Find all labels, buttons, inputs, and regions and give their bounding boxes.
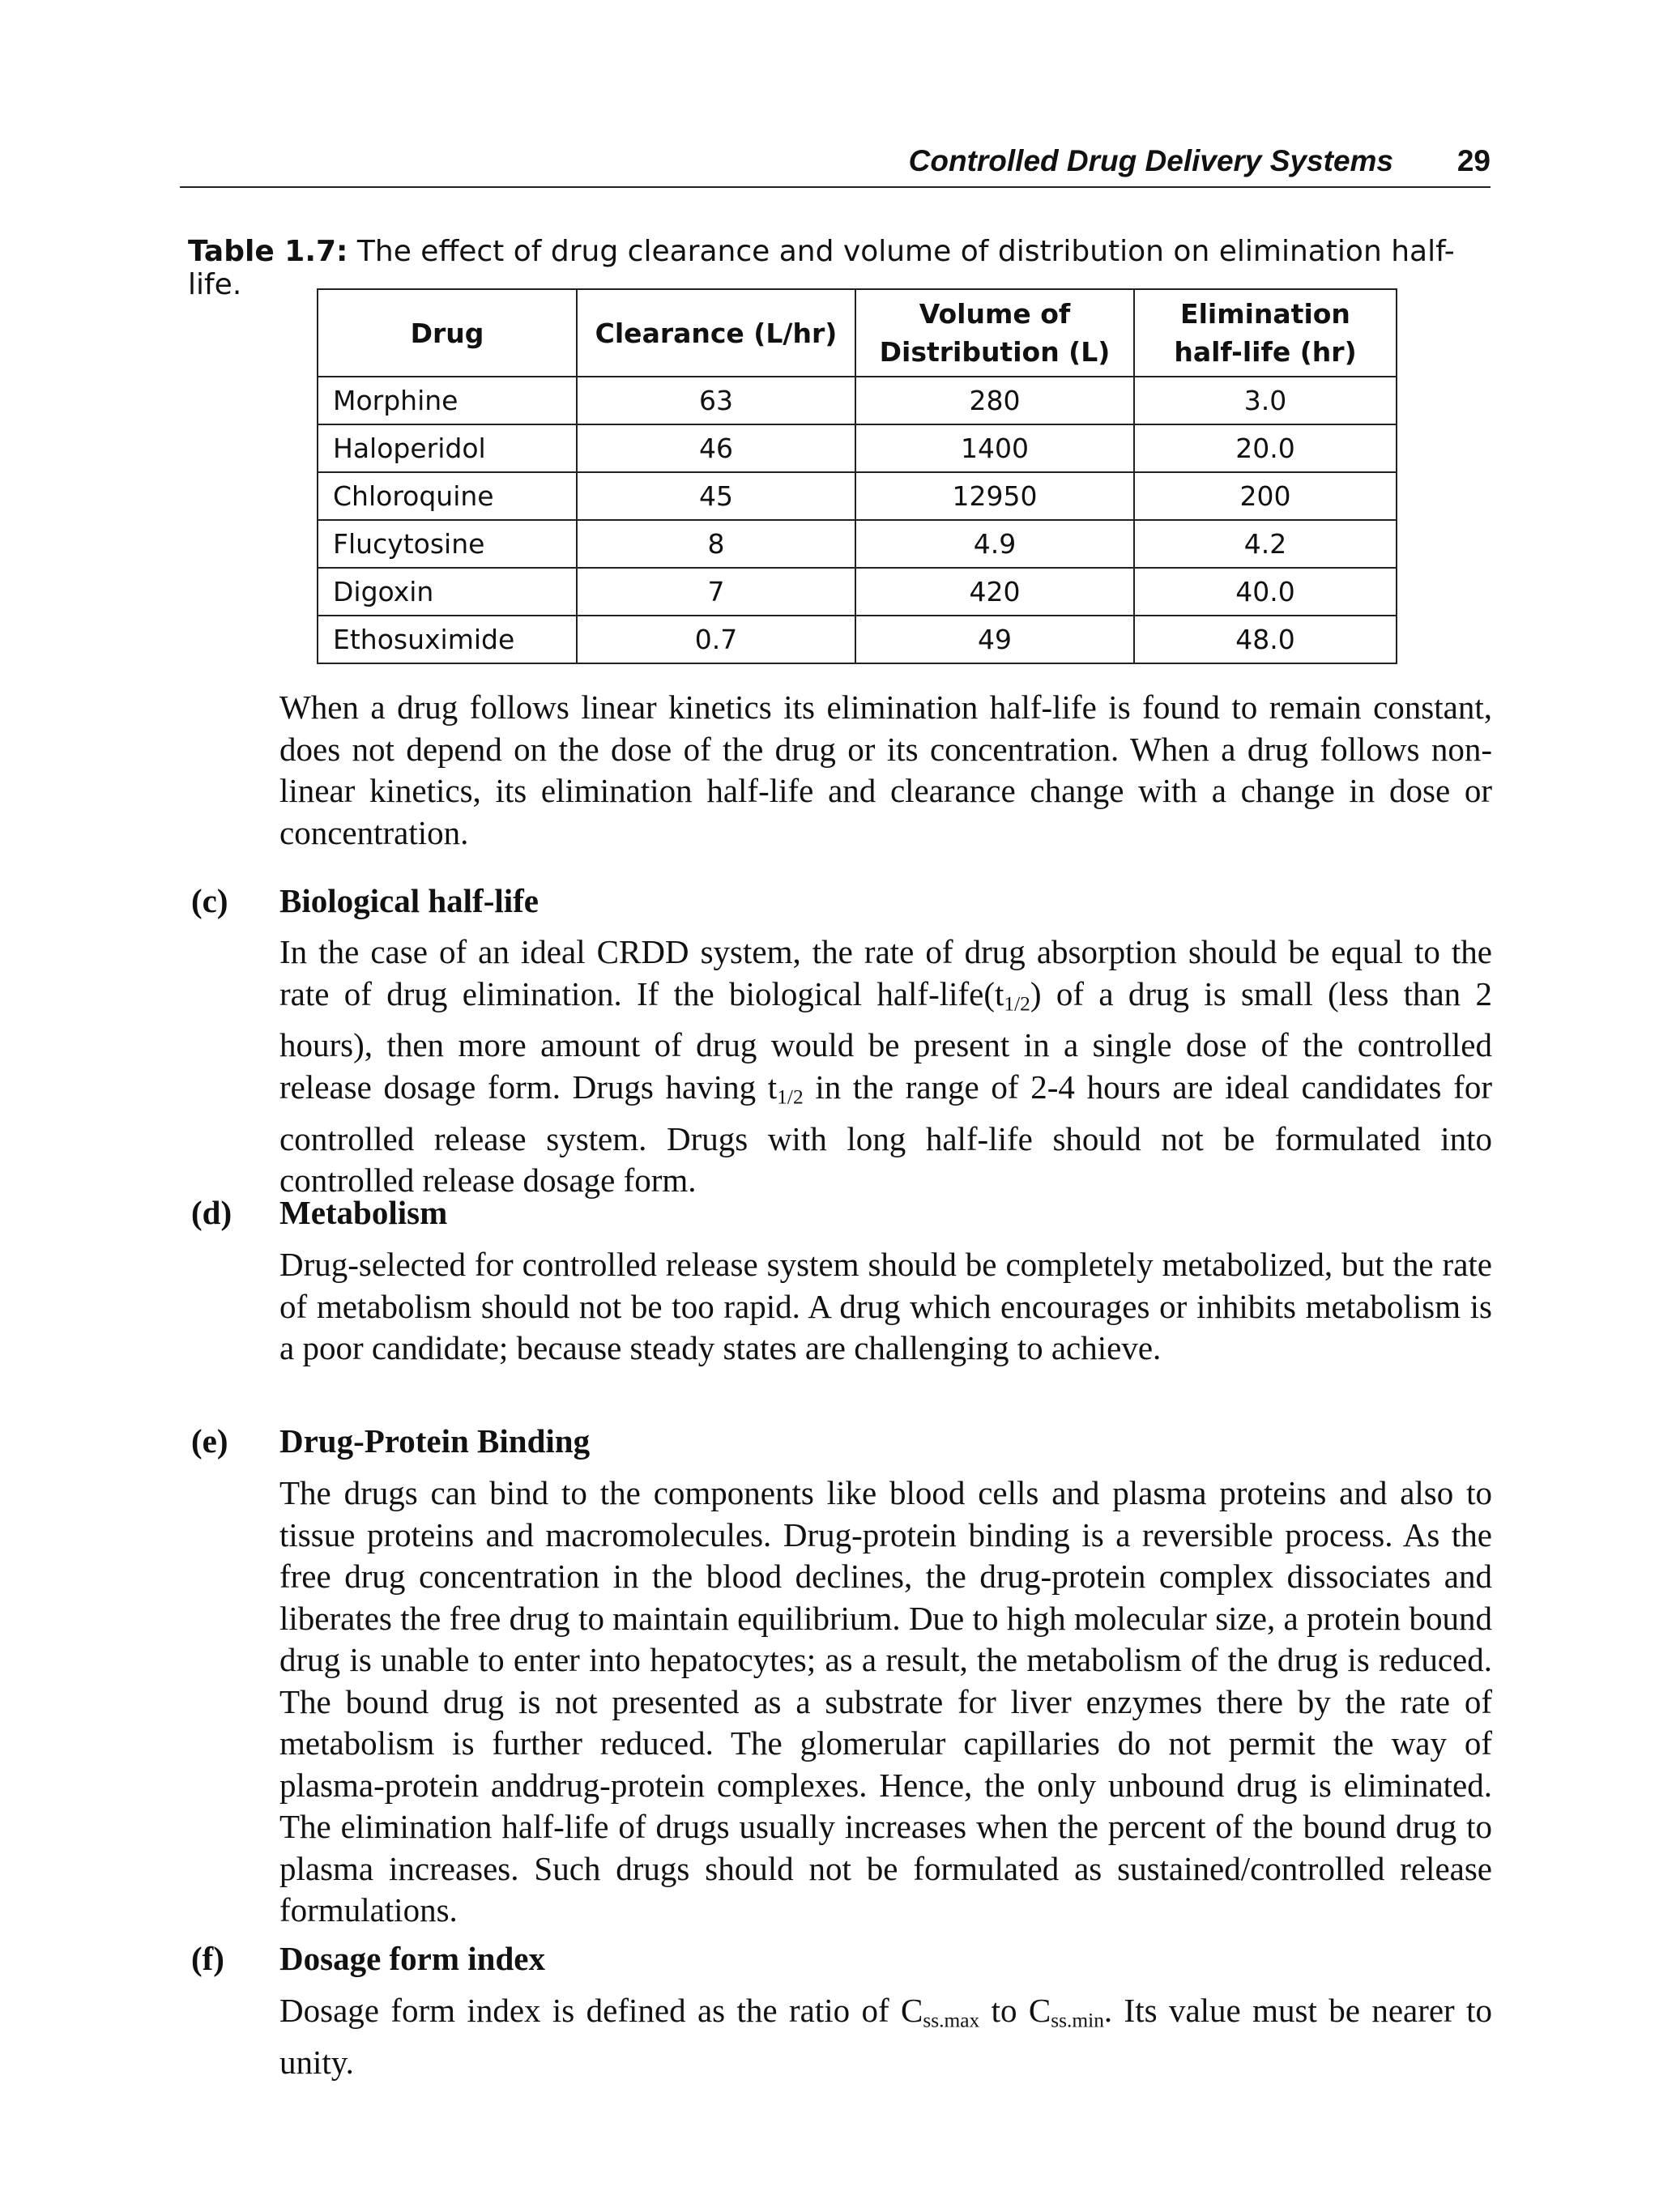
table-caption-text: The effect of drug clearance and volume of distribution on elimination half-life. — [188, 235, 1455, 301]
table-cell: 46 — [577, 424, 855, 472]
section-e-title: Drug-Protein Binding — [279, 1422, 591, 1460]
section-c-title: Biological half-life — [279, 882, 539, 919]
section-e-paragraph: The drugs can bind to the components like blood cells and plasma proteins and also to tissue proteins and macromolecules. Drug-protein binding is a reversible process. As the free drug concentration in the blood declines, the drug-protein complex dissociates and liberates the free drug to maintain equilibrium. Due to high molecular size, a protein bound drug is unable to enter into hepatocytes; as a result, the metabolism of the drug is reduced. The bound drug is not presented as a substrate for liver enzymes there by the rate of metabolism is further reduced. The glomerular capillaries do not permit the way of plasma-protein anddrug-protein complexes. Hence, the only unbound drug is eliminated. The elimination half-life of drugs usually increases when the percent of the bound drug to plasma increases. Such drugs should not be formulated as sustained/controlled release formulations. — [279, 1474, 1492, 1929]
subscript: ss.max — [923, 2009, 980, 2032]
table-cell: 0.7 — [577, 616, 855, 663]
table-cell: 12950 — [855, 472, 1134, 520]
table-cell: Haloperidol — [318, 424, 577, 472]
table-cell: 420 — [855, 568, 1134, 616]
section-f-text: to C — [979, 1992, 1051, 2029]
section-c-label: (c) — [191, 882, 228, 919]
section-f-title: Dosage form index — [279, 1940, 545, 1977]
table-cell: 40.0 — [1134, 568, 1397, 616]
section-d-heading — [191, 1193, 447, 1232]
section-d-paragraph: Drug-selected for controlled release system should be completely metabolized, but the rate of metabolism should not be too rapid. A drug which encourages or inhibits metabolism is a poor candidate; because steady states are challenging to achieve. — [279, 1246, 1492, 1366]
table-row — [318, 520, 1397, 568]
subscript: ss.min — [1051, 2009, 1104, 2032]
column-header-clearance: Clearance (L/hr) — [577, 289, 855, 377]
table-cell: Ethosuximide — [318, 616, 577, 663]
section-e-heading — [191, 1421, 590, 1460]
section-f-paragraph — [279, 1990, 1492, 2083]
table-cell: Digoxin — [318, 568, 577, 616]
section-c-heading — [191, 881, 539, 920]
section-d-title: Metabolism — [279, 1194, 448, 1231]
column-header-half-life: Elimination half-life (hr) — [1134, 289, 1397, 377]
table-cell: 49 — [855, 616, 1134, 663]
column-header-drug: Drug — [318, 289, 577, 377]
section-c-text: ) of a drug is small (less than 2 hours), then more amount of drug would be present in a single dose of the controlled release dosage form. Drugs having t — [279, 974, 1492, 1106]
running-title: Controlled Drug Delivery Systems — [908, 144, 1393, 177]
table-cell: 200 — [1134, 472, 1397, 520]
table-cell: Chloroquine — [318, 472, 577, 520]
subscript: 1/2 — [1004, 991, 1030, 1015]
table-cell: 8 — [577, 520, 855, 568]
section-e-label: (e) — [191, 1422, 228, 1460]
table-row — [318, 616, 1397, 663]
table-cell: 20.0 — [1134, 424, 1397, 472]
table-cell: 45 — [577, 472, 855, 520]
running-header — [180, 136, 1491, 188]
page-number: 29 — [1456, 144, 1491, 177]
table-cell: 3.0 — [1134, 377, 1397, 424]
section-f-text: Dosage form index is defined as the ratio of C — [279, 1992, 923, 2029]
section-f-heading — [191, 1939, 545, 1978]
table-caption-label: Table 1.7: — [188, 235, 348, 268]
subscript: 1/2 — [777, 1085, 804, 1109]
table-header-row — [318, 289, 1397, 377]
table-cell: 1400 — [855, 424, 1134, 472]
table-cell: 7 — [577, 568, 855, 616]
table-cell: Flucytosine — [318, 520, 577, 568]
table-cell: 48.0 — [1134, 616, 1397, 663]
intro-paragraph: When a drug follows linear kinetics its elimination half-life is found to remain constant, does not depend on the dose of the drug or its concentration. When a drug follows non-linear kinetics, its elimination half-life and clearance change with a change in dose or concentration. — [279, 688, 1492, 851]
drug-table — [317, 288, 1397, 664]
table-cell: 4.2 — [1134, 520, 1397, 568]
section-c-text: in the range of 2-4 hours are ideal candidates for controlled release system. Drugs with long half-life should not be formulated into controlled release dosage form. — [279, 1068, 1492, 1200]
section-c-paragraph — [279, 931, 1492, 1202]
column-header-volume: Volume of Distribution (L) — [855, 289, 1134, 377]
section-c-text: In the case of an ideal CRDD system, the rate of drug absorption should be equal to the rate of drug elimination. If the biological half-life(t — [279, 933, 1492, 1012]
table-row — [318, 377, 1397, 424]
table-row — [318, 424, 1397, 472]
table-row — [318, 568, 1397, 616]
table-row — [318, 472, 1397, 520]
table-cell: 4.9 — [855, 520, 1134, 568]
section-f-label: (f) — [191, 1940, 224, 1977]
table-cell: 63 — [577, 377, 855, 424]
section-f-text: . Its value must be nearer to unity. — [279, 1992, 1492, 2081]
table-cell: 280 — [855, 377, 1134, 424]
table-cell: Morphine — [318, 377, 577, 424]
section-d-label: (d) — [191, 1194, 232, 1231]
